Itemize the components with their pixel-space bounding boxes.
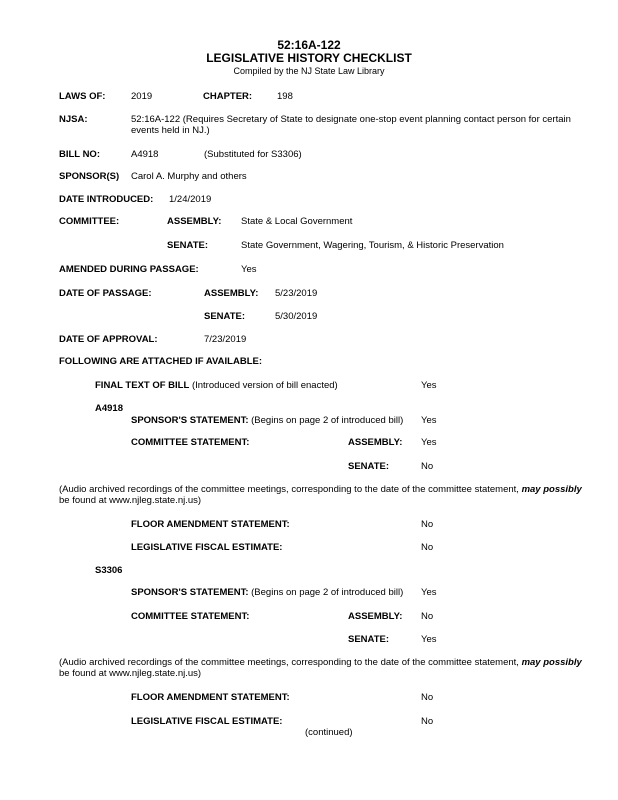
committee-senate-value: State Government, Wagering, Tourism, & Historic Preservation: [241, 240, 504, 251]
s3306-sponsor-row: [131, 587, 403, 598]
a4918-assembly-label: ASSEMBLY:: [348, 437, 403, 448]
passage-senate-label: SENATE:: [204, 311, 245, 322]
a4918-audio-post: be found at www.njleg.state.nj.us): [59, 495, 202, 506]
njsa-label: NJSA:: [59, 114, 88, 125]
a4918-floor-label: FLOOR AMENDMENT STATEMENT:: [131, 519, 290, 530]
s3306-audio-emphasis: may possibly: [521, 657, 582, 668]
bill-no-label: BILL NO:: [59, 149, 100, 160]
passage-assembly-label: ASSEMBLY:: [204, 288, 259, 299]
s3306-sponsor-label: SPONSOR'S STATEMENT:: [131, 587, 249, 598]
a4918-senate-value: No: [421, 461, 434, 472]
s3306-assembly-value: No: [421, 611, 434, 622]
laws-of-label: LAWS OF:: [59, 91, 106, 102]
a4918-sponsor-row: [131, 415, 403, 426]
s3306-audio-post: be found at www.njleg.state.nj.us): [59, 668, 202, 679]
s3306-sponsor-value: Yes: [421, 587, 437, 598]
s3306-audio-note: [59, 657, 582, 668]
committee-assembly-value: State & Local Government: [241, 216, 353, 227]
final-text-row: [95, 380, 338, 391]
bill-substituted: (Substituted for S3306): [204, 149, 302, 160]
a4918-sponsor-note: (Begins on page 2 of introduced bill): [251, 415, 404, 426]
a4918-committee-label: COMMITTEE STATEMENT:: [131, 437, 250, 448]
s3306-assembly-label: ASSEMBLY:: [348, 611, 403, 622]
s3306-senate-value: Yes: [421, 634, 437, 645]
final-text-label: FINAL TEXT OF BILL: [95, 380, 190, 391]
document-code: 52:16A-122: [277, 38, 341, 52]
sponsor-label: SPONSOR(S): [59, 171, 120, 182]
s3306-audio-pre: (Audio archived recordings of the committee meetings, corresponding to the date of the committee statement,: [59, 657, 519, 668]
a4918-fiscal-value: No: [421, 542, 434, 553]
chapter-label: CHAPTER:: [203, 91, 253, 102]
continued-note: (continued): [305, 727, 353, 738]
s3306-fiscal-value: No: [421, 716, 434, 727]
a4918-senate-label: SENATE:: [348, 461, 389, 472]
passage-assembly-value: 5/23/2019: [275, 288, 318, 299]
laws-of-value: 2019: [131, 91, 153, 102]
a4918-sponsor-value: Yes: [421, 415, 437, 426]
attached-heading: FOLLOWING ARE ATTACHED IF AVAILABLE:: [59, 356, 262, 367]
s3306-committee-label: COMMITTEE STATEMENT:: [131, 611, 250, 622]
njsa-line-2: events held in NJ.): [131, 125, 210, 136]
a4918-heading: A4918: [95, 403, 123, 414]
bill-no-value: A4918: [131, 149, 159, 160]
chapter-value: 198: [277, 91, 293, 102]
njsa-line-1: 52:16A-122 (Requires Secretary of State to designate one-stop event planning contact person for certain: [131, 114, 571, 125]
date-introduced-label: DATE INTRODUCED:: [59, 194, 154, 205]
committee-assembly-label: ASSEMBLY:: [167, 216, 222, 227]
a4918-sponsor-label: SPONSOR'S STATEMENT:: [131, 415, 249, 426]
s3306-heading: S3306: [95, 565, 123, 576]
date-introduced-value: 1/24/2019: [169, 194, 212, 205]
amended-label: AMENDED DURING PASSAGE:: [59, 264, 199, 275]
s3306-fiscal-label: LEGISLATIVE FISCAL ESTIMATE:: [131, 716, 283, 727]
passage-senate-value: 5/30/2019: [275, 311, 318, 322]
date-of-approval-label: DATE OF APPROVAL:: [59, 334, 158, 345]
s3306-floor-value: No: [421, 692, 434, 703]
s3306-sponsor-note: (Begins on page 2 of introduced bill): [251, 587, 404, 598]
a4918-floor-value: No: [421, 519, 434, 530]
final-text-note: (Introduced version of bill enacted): [191, 380, 338, 391]
date-of-passage-label: DATE OF PASSAGE:: [59, 288, 152, 299]
a4918-audio-emphasis: may possibly: [521, 484, 582, 495]
amended-value: Yes: [241, 264, 257, 275]
committee-label: COMMITTEE:: [59, 216, 120, 227]
a4918-audio-note: [59, 484, 582, 495]
a4918-fiscal-label: LEGISLATIVE FISCAL ESTIMATE:: [131, 542, 283, 553]
final-text-value: Yes: [421, 380, 437, 391]
s3306-floor-label: FLOOR AMENDMENT STATEMENT:: [131, 692, 290, 703]
s3306-senate-label: SENATE:: [348, 634, 389, 645]
a4918-audio-pre: (Audio archived recordings of the committee meetings, corresponding to the date of the committee statement,: [59, 484, 519, 495]
date-of-approval-value: 7/23/2019: [204, 334, 247, 345]
document-title: LEGISLATIVE HISTORY CHECKLIST: [206, 51, 412, 65]
sponsor-value: Carol A. Murphy and others: [131, 171, 247, 182]
document-subtitle: Compiled by the NJ State Law Library: [233, 66, 385, 76]
committee-senate-label: SENATE:: [167, 240, 208, 251]
a4918-assembly-value: Yes: [421, 437, 437, 448]
